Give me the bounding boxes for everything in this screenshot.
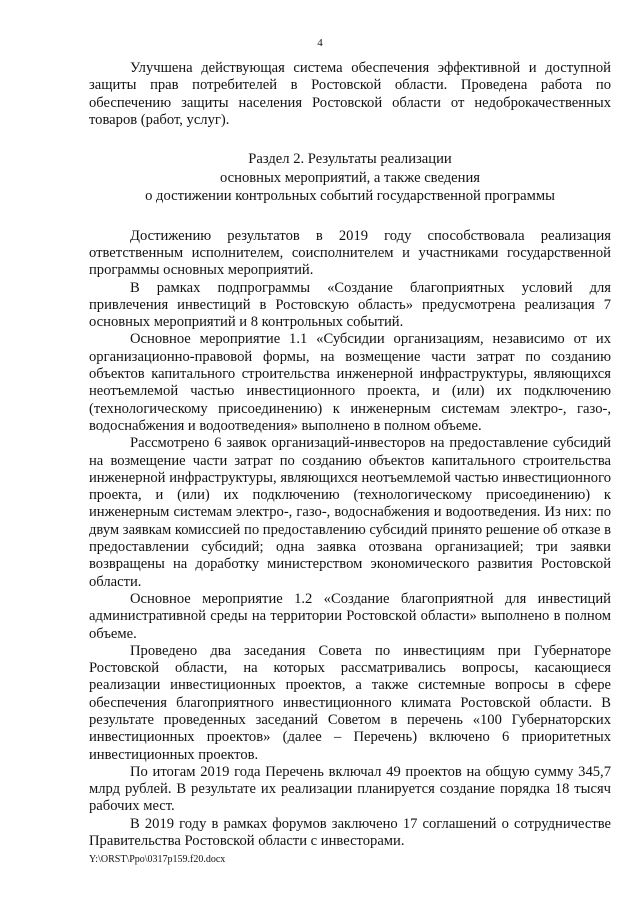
paragraph-council-meetings: Проведено два заседания Совета по инвестициям при Губернаторе Ростовской области, на которых рассматривались вопросы, касающиеся реализации инвестиционных проектов, а также системные вопросы в сфере обеспечения благоприятного инвестиционного климата Ростовской области. В результате проведенных заседаний Советом в перечень «100 Губернаторских инвестиционных проектов» (далее – Перечень) включено 6 приоритетных инвестиционных проектов.: [89, 642, 611, 763]
paragraph-forum-agreements: В 2019 году в рамках форумов заключено 17 соглашений о сотрудничестве Правительства Ростовской области с инвесторами.: [89, 815, 611, 850]
document-body: [89, 60, 611, 850]
section-heading-line-2: основных мероприятий, а также сведения: [220, 169, 480, 186]
paragraph-measure-1-2: Основное мероприятие 1.2 «Создание благоприятной для инвестиций административной среды на территории Ростовской области» выполнено в полном объеме.: [89, 590, 611, 642]
paragraph-subprogram: В рамках подпрограммы «Создание благоприятных условий для привлечения инвестиций в Ростовскую область» предусмотрена реализация 7 основных мероприятий и 8 контрольных событий.: [89, 279, 611, 331]
paragraph-measure-1-1: Основное мероприятие 1.1 «Субсидии организациям, независимо от их организационно-правовой формы, на возмещение части затрат по созданию объектов капитального строительства инженерной инфраструктуры, являющихся неотъемлемой частью инвестиционного проекта, и (или) их подключению (технологическому присоединению) к инженерным системам электро-, газо-, водоснабжения и водоотведения» выполнено в полном объеме.: [89, 331, 611, 434]
section-heading-line-3: о достижении контрольных событий государственной программы: [145, 188, 555, 205]
intro-paragraph: Улучшена действующая система обеспечения эффективной и доступной защиты прав потребителей в Ростовской области. Проведена работа по обеспечению защиты населения Ростовской области от недоброкачественных товаров (работ, услуг).: [89, 60, 611, 128]
footer-file-path: Y:\ORST\Ppo\0317p159.f20.docx: [89, 854, 226, 865]
section-heading: [89, 150, 611, 206]
paragraph-applications: Рассмотрено 6 заявок организаций-инвесторов на предоставление субсидий на возмещение части затрат по созданию объектов капитального строительства инженерной инфраструктуры, являющихся неотъемлемой частью инвестиционного проекта, и (или) их подключению (технологическому присоединению) к инженерным системам электро-, газо-, водоснабжения и водоотведения. Из них: по двум заявкам комиссией по предоставлению субсидий принято решение об отказе в предоставлении субсидий; одна заявка отозвана организацией; три заявки возвращены на доработку министерством экономического развития Ростовской области.: [89, 435, 611, 590]
paragraph-project-list-results: По итогам 2019 года Перечень включал 49 проектов на общую сумму 345,7 млрд рублей. В результате их реализации планируется создание порядка 18 тысяч рабочих мест.: [89, 763, 611, 815]
page-number: 4: [317, 37, 323, 49]
paragraph-results-intro: Достижению результатов в 2019 году способствовала реализация ответственным исполнителем, соисполнителем и участниками государственной программы основных мероприятий.: [89, 227, 611, 279]
section-heading-line-1: Раздел 2. Результаты реализации: [248, 151, 452, 168]
